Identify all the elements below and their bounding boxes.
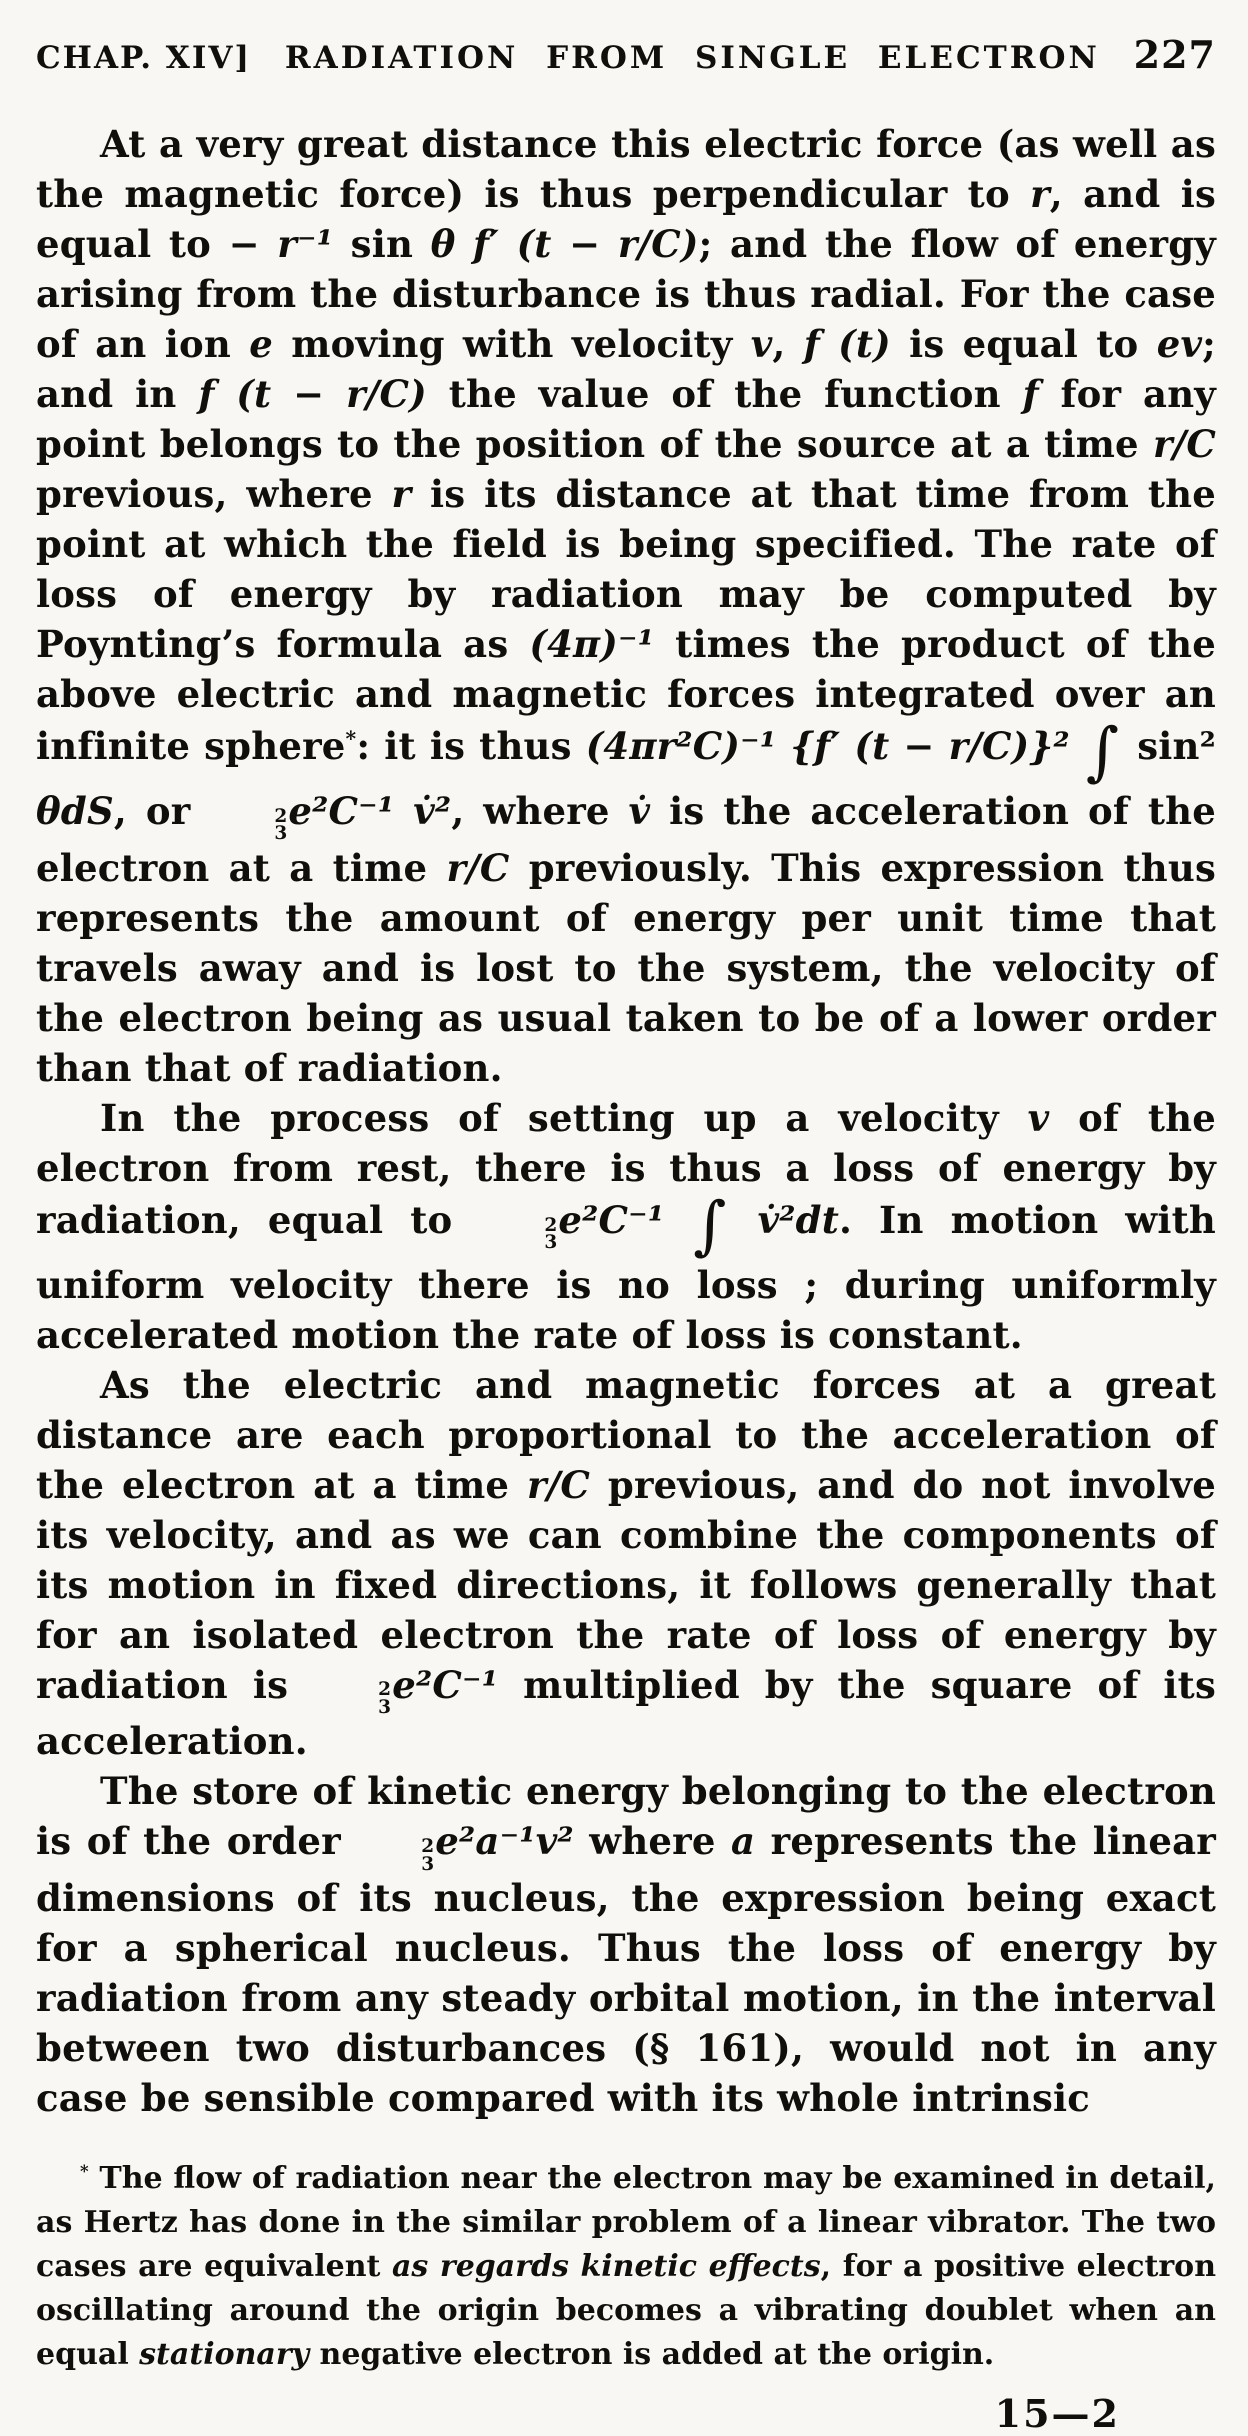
fraction: 2 3 <box>274 805 288 845</box>
text-run: times the product of the above electric and magnetic forces integrated over an infinite sphere <box>36 622 1217 768</box>
math-run: e²C⁻¹ <box>392 1662 499 1707</box>
text-run: for any point belongs to the position of the source at a time <box>36 372 1216 466</box>
math-run: θdS <box>36 788 114 833</box>
page-footer <box>36 2157 1216 2436</box>
math-run: f <box>1022 372 1039 416</box>
text-run: The store of kinetic energy belonging to the electron is of the order <box>36 1769 1216 1864</box>
text-run: At a very great distance this electric force (as well as the magnetic force) is thus perpendicular to <box>36 122 1216 216</box>
page-number: 227 <box>1133 32 1216 77</box>
math-run: θ f′ (t − r/C) <box>430 222 699 266</box>
integral-sign: ∫ <box>1085 715 1120 789</box>
text-run: sin² <box>1123 724 1217 768</box>
math-run: f (t − r/C) <box>198 372 427 416</box>
text-run: where <box>573 1819 732 1864</box>
text-run: sin <box>333 222 431 266</box>
math-run: v <box>750 322 773 366</box>
text-run: , <box>772 322 804 366</box>
text-run: is the acceleration of the electron at a time <box>36 788 1216 890</box>
text-run: is its distance at that time from the point at which the field is being specified. The rate of loss of energy by radiation may be computed by Poynting’s formula as <box>36 472 1216 666</box>
text-run: ; and in <box>36 322 1217 416</box>
text-run: , where <box>451 788 629 833</box>
text-run: . In motion with uniform velocity there is no loss ; during uniformly accelerated motion the rate of loss is constant. <box>36 1197 1216 1357</box>
italic-run: stationary <box>139 2337 310 2373</box>
math-run: f (t) <box>803 322 891 366</box>
page-body <box>36 119 1216 2123</box>
italic-run: as regards kinetic effects <box>391 2249 821 2285</box>
text-run: , and is equal to <box>36 172 1216 266</box>
math-run: e²C⁻¹ <box>558 1197 692 1242</box>
text-run: , for a positive electron oscillating around the origin becomes a vibrating doublet when an equal <box>36 2249 1217 2373</box>
paragraph <box>36 1093 1216 1360</box>
math-run: v̇ <box>628 788 651 833</box>
math-run: r/C <box>446 845 510 890</box>
math-run: (4πr²C)⁻¹ {f′ (t − r/C)}² <box>585 724 1084 768</box>
page-header <box>36 32 1216 77</box>
text-run: of the electron from rest, there is thus a loss of energy by radiation, equal to <box>36 1095 1216 1242</box>
text-run: is equal to <box>890 322 1157 366</box>
text-run: : it is thus <box>356 724 586 768</box>
math-run: r <box>1030 172 1050 216</box>
text-run: multiplied by the square of its acceleration. <box>36 1662 1217 1764</box>
math-run: a <box>731 1819 756 1864</box>
text-run: , or <box>113 788 210 833</box>
text-run: represents the linear dimensions of its nucleus, the expression being exact for a spherical nucleus. Thus the loss of energy by radiation from any steady orbital motion, in the interval between two disturbances (§ 161), would not in any case be sensible compared with its whole intrinsic <box>36 1819 1216 2121</box>
math-run: − r⁻¹ <box>228 222 334 266</box>
fraction: 2 3 <box>378 1679 392 1718</box>
text-run: previously. This expression thus represents the amount of energy per unit time that travels away and is lost to the system, the velocity of the electron being as usual taken to be of a lower order than that of radiation. <box>36 845 1216 1090</box>
text-run: In the process of setting up a velocity <box>100 1095 1028 1140</box>
text-run: the value of the function <box>426 372 1023 416</box>
text-run: ; and the flow of energy arising from the disturbance is thus radial. For the case of an ion <box>36 222 1216 366</box>
math-run: r <box>391 472 412 516</box>
math-run: ev <box>1156 322 1203 366</box>
footnote <box>36 2157 1216 2377</box>
running-title: RADIATION FROM SINGLE ELECTRON <box>284 40 1100 76</box>
math-run: v̇²dt <box>730 1197 840 1242</box>
paragraph <box>36 1766 1216 2123</box>
paragraph <box>36 1360 1216 1767</box>
fraction: 2 3 <box>421 1836 435 1875</box>
math-run: e <box>249 322 274 366</box>
fraction: 2 3 <box>544 1214 558 1254</box>
chapter-label: CHAP. XIV] <box>36 40 252 76</box>
math-run: v <box>1027 1095 1050 1140</box>
integral-sign: ∫ <box>693 1188 727 1263</box>
text-run: moving with velocity <box>273 322 751 366</box>
paragraph <box>36 119 1216 1093</box>
math-run: r/C <box>527 1462 591 1507</box>
math-run: r/C <box>1152 422 1216 466</box>
signature-mark: 15—2 <box>994 2391 1120 2436</box>
text-run: previous, and do not involve its velocity, and as we can combine the components of its motion in fixed directions, it follows generally that for an isolated electron the rate of loss of energy by radiation is <box>36 1462 1216 1707</box>
text-run: The flow of radiation near the electron may be examined in detail, as Hertz has done in the similar problem of a linear vibrator. The two cases are equivalent <box>36 2161 1216 2285</box>
text-run: previous, where <box>36 472 392 516</box>
text-run: As the electric and magnetic forces at a great distance are each proportional to the acceleration of the electron at a time <box>36 1362 1216 1507</box>
footnote-marker: * <box>345 726 357 751</box>
math-run: e²a⁻¹v² <box>435 1819 574 1864</box>
math-run: e²C⁻¹ v̇² <box>288 788 452 833</box>
math-run: (4π)⁻¹ <box>529 622 655 666</box>
text-run: negative electron is added at the origin. <box>309 2337 995 2373</box>
footnote-marker: * <box>80 2162 89 2182</box>
